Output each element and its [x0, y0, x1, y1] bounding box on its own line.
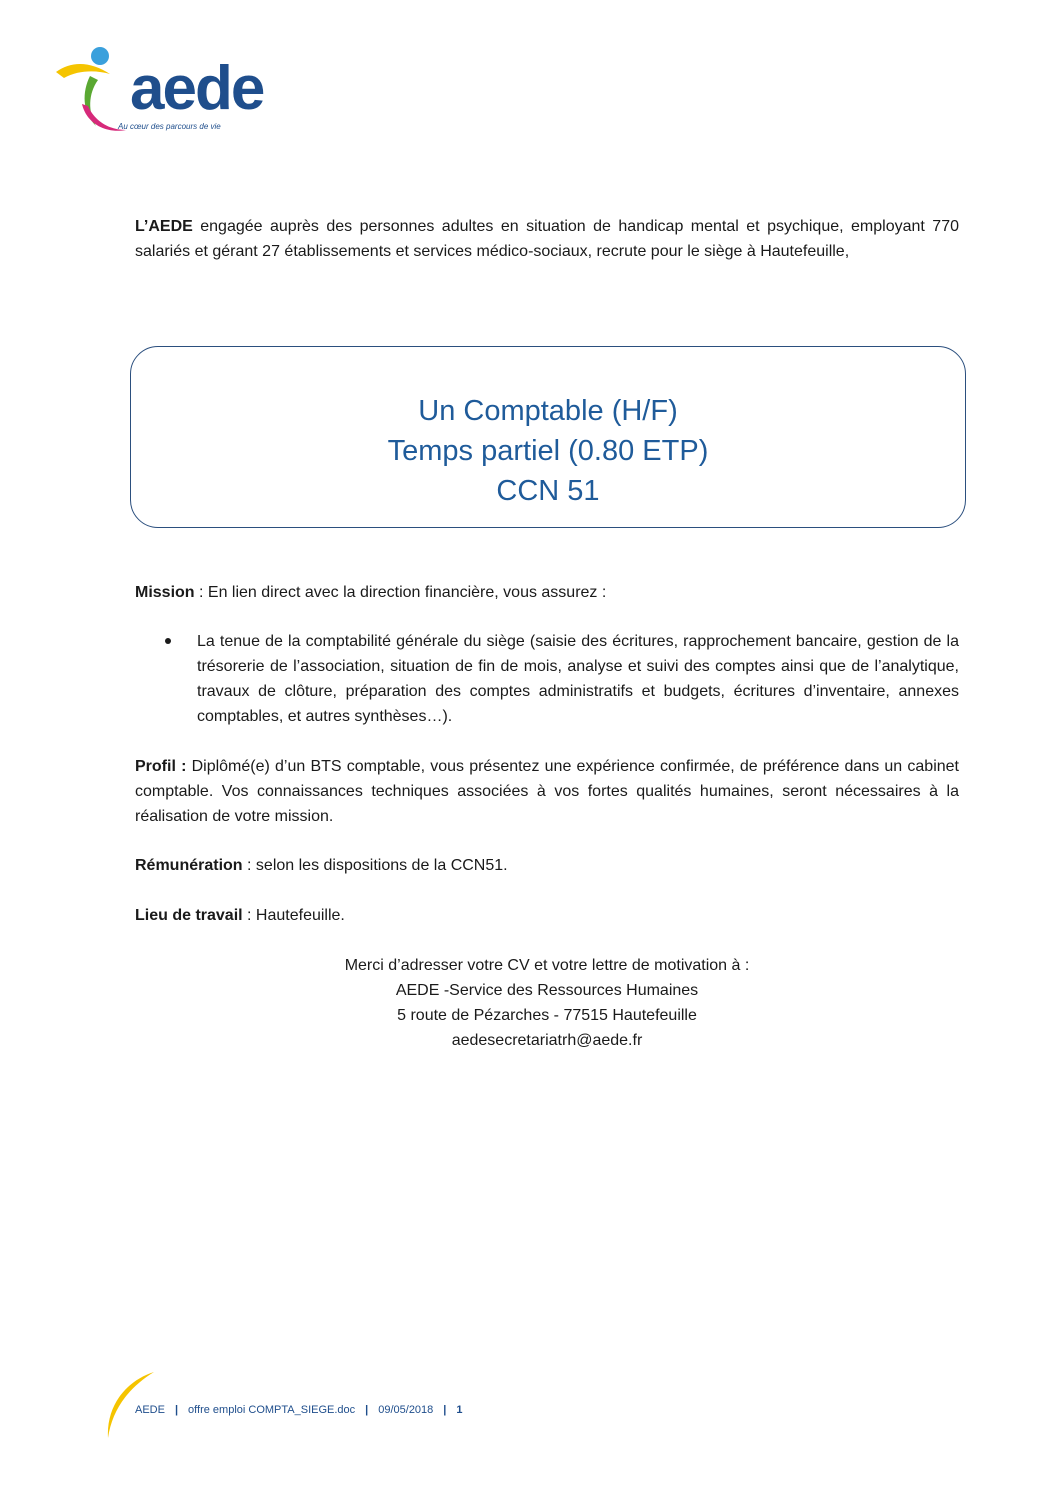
contact-block [135, 953, 959, 1053]
footer-page-number: 1 [456, 1404, 463, 1416]
aede-logo [52, 42, 262, 142]
remuneration-text: : selon les dispositions de la CCN51. [242, 857, 508, 874]
remuneration-label: Rémunération [135, 857, 243, 874]
mission-section [135, 580, 959, 605]
contact-instruction: Merci d’adresser votre CV et votre lettre de motivation à : [344, 957, 750, 974]
lieu-section [135, 903, 959, 928]
intro-text: engagée auprès des personnes adultes en situation de handicap mental et psychique, employant 770 salariés et gérant 27 établissements et services médico-sociaux, recrute pour le siège à Hautefeuille, [135, 218, 959, 260]
job-convention: CCN 51 [496, 475, 600, 507]
footer-org: AEDE [135, 1404, 165, 1416]
mission-bullet-text: La tenue de la comptabilité générale du siège (saisie des écritures, rapprochement bancaire, gestion de la trésorerie de l’association, situation de fin de mois, analyse et suivi des comptes ainsi que de l’analytique, travaux de clôture, préparation des comptes administratifs et budgets, écritures d’inventaire, annexes comptables, et autres synthèses…). [197, 633, 959, 725]
lieu-label: Lieu de travail [135, 907, 243, 924]
footer-separator: | [365, 1404, 369, 1416]
contact-email[interactable]: aedesecretariatrh@aede.fr [451, 1032, 643, 1049]
lieu-text: : Hautefeuille. [242, 907, 345, 924]
job-schedule: Temps partiel (0.80 ETP) [387, 435, 709, 467]
intro-paragraph [135, 214, 959, 264]
logo-wordmark: aede [130, 54, 264, 123]
contact-address: 5 route de Pézarches - 77515 Hautefeuille [397, 1007, 697, 1024]
mission-text: : En lien direct avec la direction financière, vous assurez : [194, 584, 607, 601]
job-title: Un Comptable (H/F) [418, 395, 678, 427]
footer-filename: offre emploi COMPTA_SIEGE.doc [188, 1404, 356, 1416]
page-footer [135, 1404, 463, 1416]
intro-org-name: L’AEDE [135, 218, 193, 235]
mission-bullet-list [165, 629, 959, 729]
remuneration-section [135, 853, 959, 878]
profil-label: Profil : [135, 758, 187, 775]
footer-date: 09/05/2018 [378, 1404, 434, 1416]
list-item [165, 629, 959, 729]
job-title-box [130, 346, 966, 528]
profil-text: Diplômé(e) d’un BTS comptable, vous présentez une expérience confirmée, de préférence dans un cabinet comptable. Vos connaissances techniques associées à vos fortes qualités humaines, seront nécessaires à la réalisation de votre mission. [135, 758, 959, 825]
bullet-icon [165, 638, 171, 644]
profil-section [135, 754, 959, 829]
logo-tagline: Au cœur des parcours de vie [118, 122, 221, 131]
contact-department: AEDE -Service des Ressources Humaines [395, 982, 699, 999]
footer-separator: | [174, 1404, 179, 1416]
footer-separator: | [443, 1404, 447, 1416]
mission-label: Mission [135, 584, 195, 601]
